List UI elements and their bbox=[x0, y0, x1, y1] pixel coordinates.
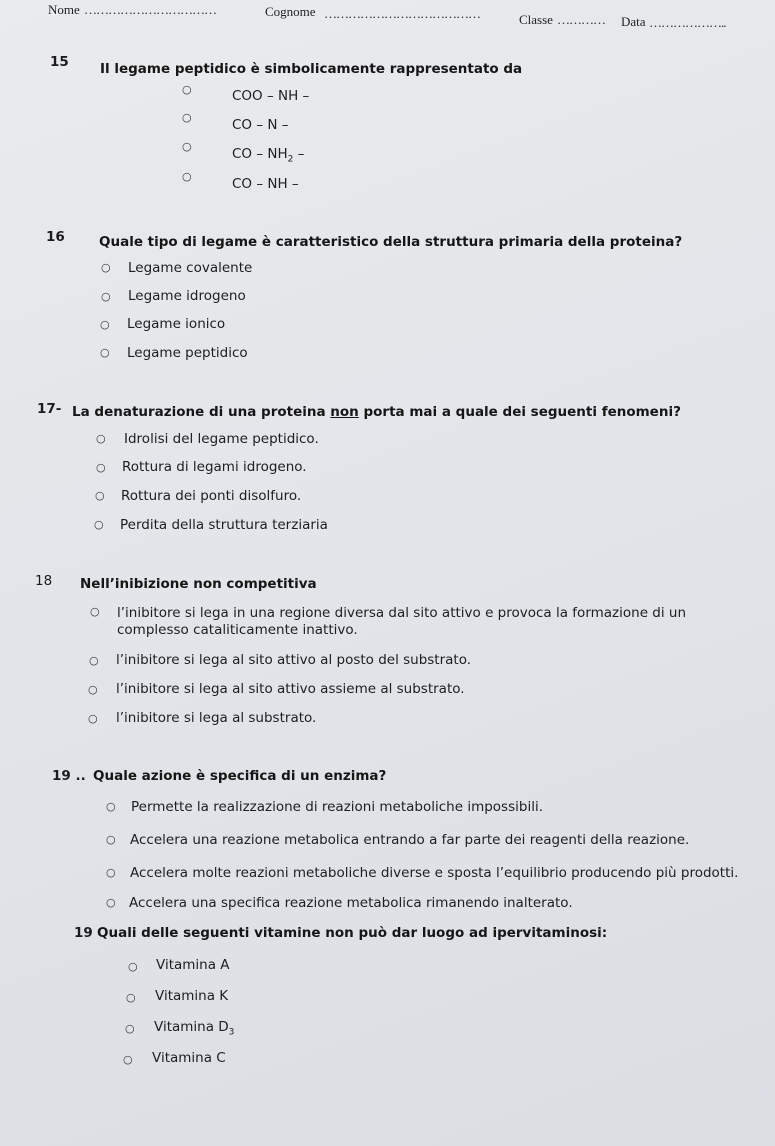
option-label: CO – N – bbox=[232, 117, 289, 133]
question-number: 19 .. bbox=[52, 768, 86, 784]
option-label: Legame covalente bbox=[128, 260, 253, 276]
question-title: Quale tipo di legame è caratteristico della struttura primaria della proteina? bbox=[99, 234, 683, 250]
radio-option-1[interactable]: ○ bbox=[101, 261, 111, 274]
option-label: Vitamina C bbox=[152, 1050, 226, 1066]
data-field[interactable]: ……………….. bbox=[649, 15, 726, 30]
option-label: Vitamina K bbox=[155, 988, 229, 1004]
question-number: 16 bbox=[46, 229, 65, 245]
radio-option-2[interactable]: ○ bbox=[96, 461, 106, 474]
option-label: COO – NH – bbox=[232, 88, 310, 104]
radio-option-3[interactable]: ○ bbox=[125, 1022, 135, 1035]
classe-label: Classe bbox=[519, 12, 553, 27]
question-title: Nell’inibizione non competitiva bbox=[80, 576, 317, 592]
option-label: Perdita della struttura terziaria bbox=[120, 517, 328, 533]
radio-option-4[interactable]: ○ bbox=[94, 518, 104, 531]
option-label: l’inibitore si lega al sito attivo al posto del substrato. bbox=[116, 652, 472, 668]
radio-option-2[interactable]: ○ bbox=[101, 290, 111, 303]
question-title: Quale azione è specifica di un enzima? bbox=[93, 768, 387, 784]
option-label-line-1: l’inibitore si lega in una regione diversa dal sito attivo e provoca la formazione di un bbox=[117, 605, 687, 621]
data-label: Data bbox=[621, 14, 646, 29]
radio-option-2[interactable]: ○ bbox=[126, 991, 136, 1004]
option-label: Rottura di legami idrogeno. bbox=[122, 459, 307, 475]
option-label: l’inibitore si lega al sito attivo assieme al substrato. bbox=[116, 681, 465, 697]
classe-field[interactable]: ………… bbox=[557, 12, 605, 27]
question-number: 17- bbox=[37, 401, 62, 417]
option-label: Legame peptidico bbox=[127, 345, 248, 361]
option-label: Accelera una reazione metabolica entrando a far parte dei reagenti della reazione. bbox=[130, 832, 690, 848]
radio-option-2[interactable]: ○ bbox=[106, 833, 116, 846]
radio-option-1[interactable]: ○ bbox=[96, 432, 106, 445]
option-label: Permette la realizzazione di reazioni metaboliche impossibili. bbox=[131, 799, 543, 815]
option-label: Vitamina $D_3$ bbox=[154, 1019, 235, 1038]
cognome-label: Cognome bbox=[265, 4, 316, 19]
option-label: CO – NH – bbox=[232, 176, 299, 192]
radio-option-2[interactable]: ○ bbox=[182, 111, 192, 124]
radio-option-3[interactable]: ○ bbox=[106, 866, 116, 879]
option-label: Vitamina A bbox=[156, 957, 230, 973]
radio-option-3[interactable]: ○ bbox=[95, 489, 105, 502]
radio-option-4[interactable]: ○ bbox=[182, 170, 192, 183]
cognome-field[interactable]: ………………………………… bbox=[324, 6, 480, 21]
question-number: 19 bbox=[74, 925, 93, 941]
radio-option-4[interactable]: ○ bbox=[123, 1053, 133, 1066]
option-label: Rottura dei ponti disolfuro. bbox=[121, 488, 302, 504]
question-number: 15 bbox=[50, 54, 69, 70]
radio-option-3[interactable]: ○ bbox=[100, 318, 110, 331]
option-label: Accelera molte reazioni metaboliche diverse e sposta l’equilibrio producendo più prodotti. bbox=[130, 865, 739, 881]
radio-option-4[interactable]: ○ bbox=[100, 346, 110, 359]
option-label: CO – $NH_2$ – bbox=[232, 146, 305, 165]
radio-option-4[interactable]: ○ bbox=[88, 712, 98, 725]
radio-option-1[interactable]: ○ bbox=[128, 960, 138, 973]
radio-option-3[interactable]: ○ bbox=[88, 683, 98, 696]
question-title: Quali delle seguenti vitamine non può dar luogo ad ipervitaminosi: bbox=[97, 925, 608, 941]
radio-option-1[interactable]: ○ bbox=[106, 800, 116, 813]
option-label: l’inibitore si lega al substrato. bbox=[116, 710, 317, 726]
radio-option-3[interactable]: ○ bbox=[182, 140, 192, 153]
option-label: Idrolisi del legame peptidico. bbox=[124, 431, 319, 447]
radio-option-2[interactable]: ○ bbox=[89, 654, 99, 667]
radio-option-1[interactable]: ○ bbox=[90, 605, 100, 618]
nome-field[interactable]: …………………………… bbox=[84, 2, 216, 17]
option-label: Legame idrogeno bbox=[128, 288, 246, 304]
question-number: 18 bbox=[35, 573, 53, 589]
option-label: Accelera una specifica reazione metabolica rimanendo inalterato. bbox=[129, 895, 573, 911]
option-label-line-2: complesso cataliticamente inattivo. bbox=[117, 622, 358, 638]
nome-label: Nome bbox=[48, 2, 80, 17]
question-title: La denaturazione di una proteina non porta mai a quale dei seguenti fenomeni? bbox=[72, 404, 681, 420]
option-label: Legame ionico bbox=[127, 316, 226, 332]
question-title: Il legame peptidico è simbolicamente rappresentato da bbox=[100, 61, 523, 77]
radio-option-1[interactable]: ○ bbox=[182, 83, 192, 96]
radio-option-4[interactable]: ○ bbox=[106, 896, 116, 909]
